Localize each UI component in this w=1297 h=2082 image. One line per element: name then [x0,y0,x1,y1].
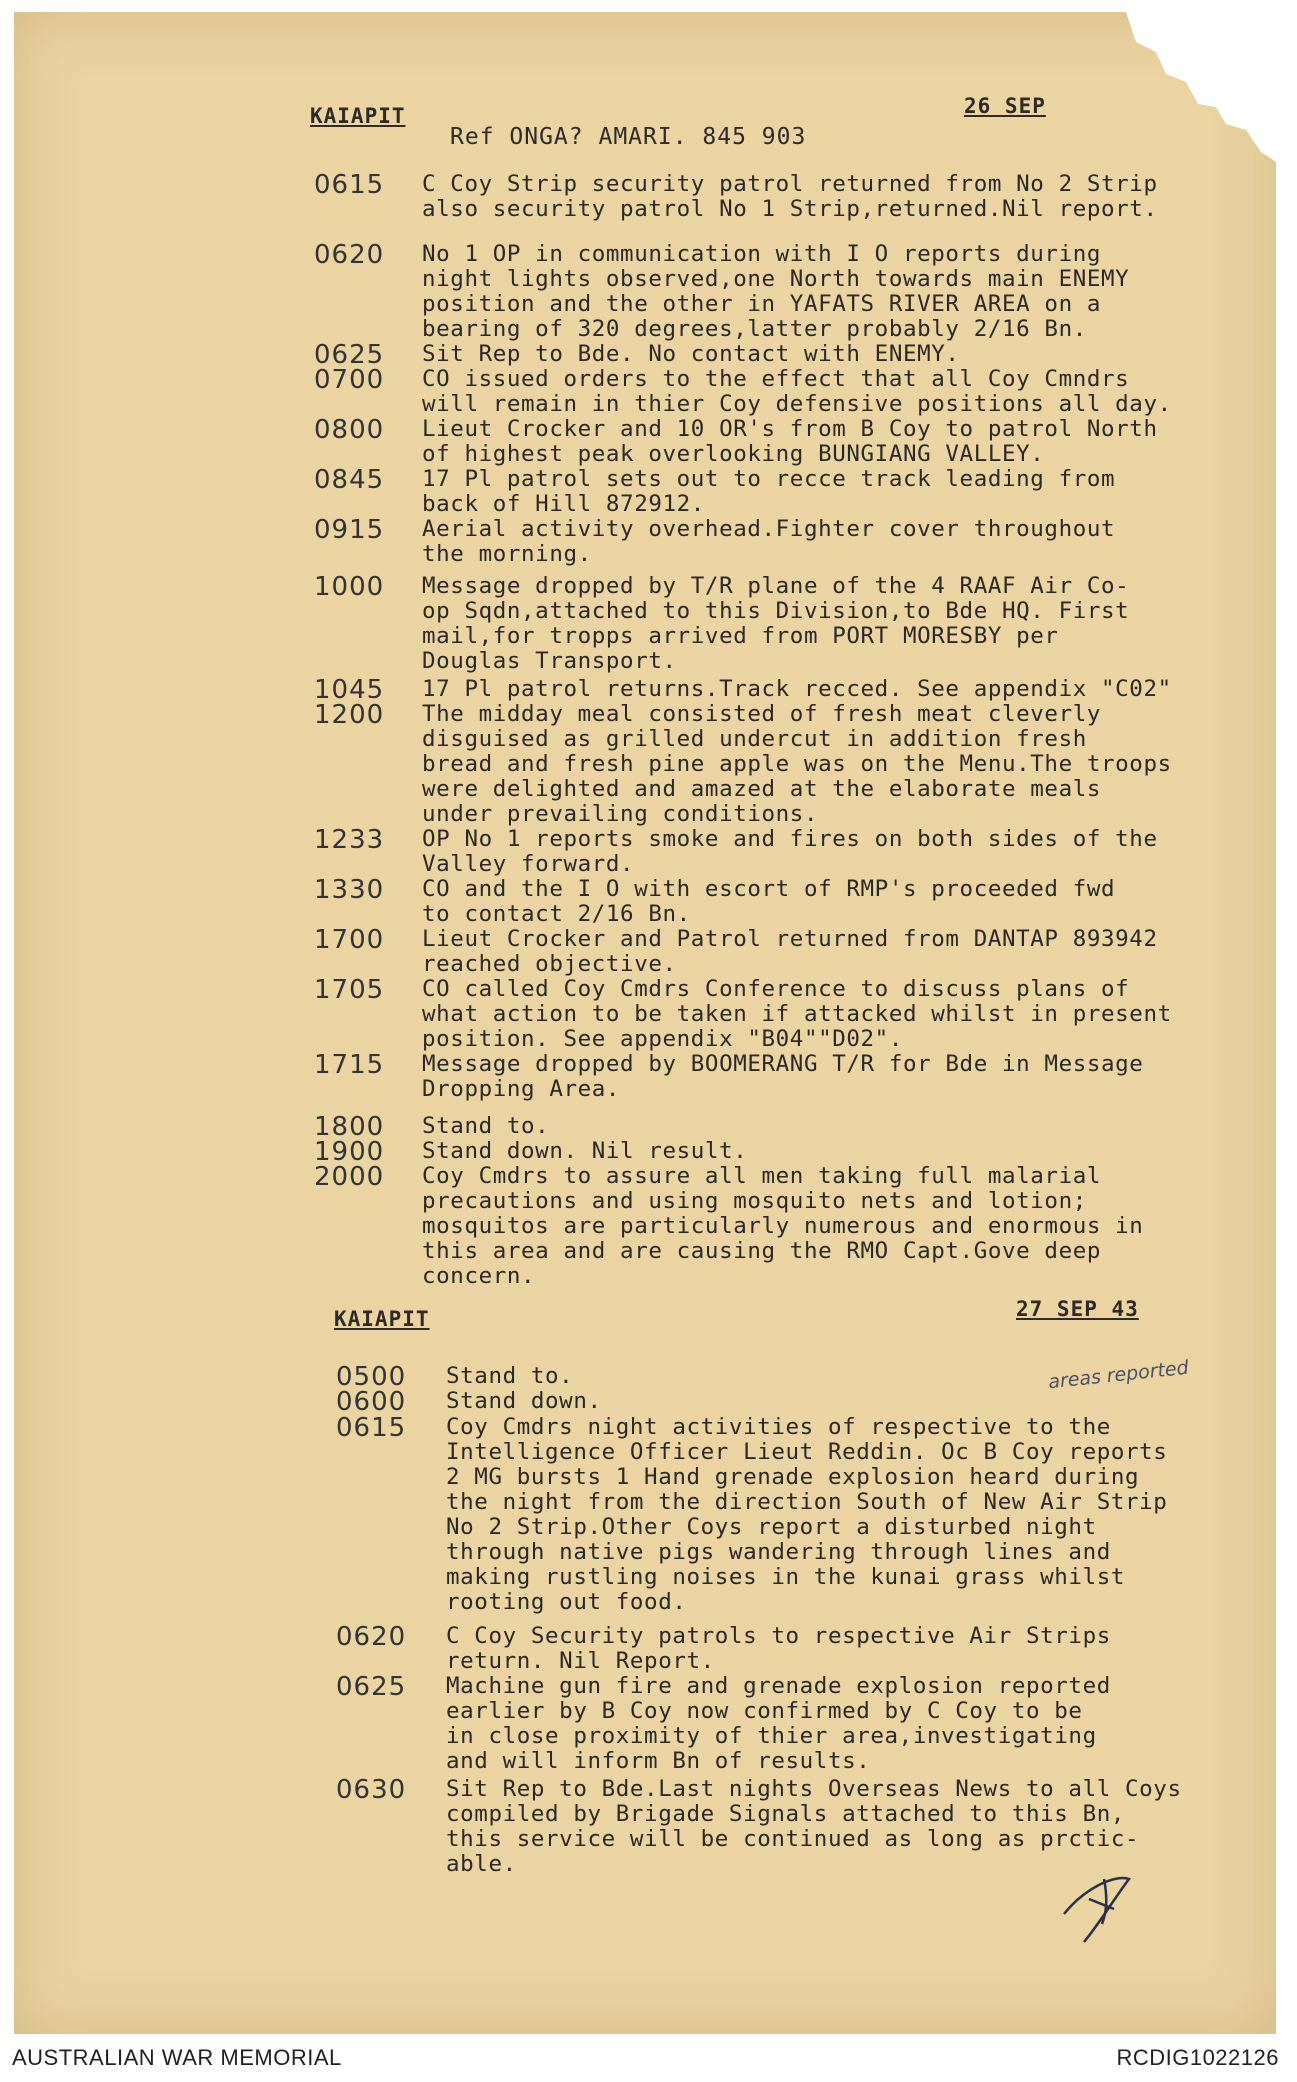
entry-text: The midday meal consisted of fresh meat cleverly disguised as grilled undercut in addition fresh bread and fresh pine apple was on the Menu.The troops were delighted and amazed at the elaborate meals under prevailing conditions. [422,701,1172,827]
entry-time: 1715 [314,1050,385,1080]
entry-text: 17 Pl patrol returns.Track recced. See appendix "C02" [422,676,1172,702]
entry-text: Stand to. [422,1113,550,1139]
entry-time: 0630 [336,1775,407,1805]
footer-source: AUSTRALIAN WAR MEMORIAL [12,2045,342,2070]
section1-date: 26 SEP [964,94,1046,118]
handwritten-annotation: areas reported [1047,1356,1190,1394]
entry-text: CO issued orders to the effect that all Coy Cmndrs will remain in thier Coy defensive positions all day. [422,366,1172,417]
footer-id: RCDIG1022126 [1116,2045,1279,2070]
section1-heading: KAIAPIT [310,104,406,128]
document-page [14,12,1276,2034]
entry-text: Stand down. Nil result. [422,1138,748,1164]
entry-text: Coy Cmdrs night activities of respective to the Intelligence Officer Lieut Reddin. Oc B Coy reports 2 MG bursts 1 Hand grenade explosion heard during the night from the direction South of New Air Strip No 2 Strip.Other Coys report a disturbed night through native pigs wandering through lines and making rustling noises in the kunai grass whilst rooting out food. [446,1414,1168,1615]
reference-line: Ref ONGA? AMARI. 845 903 [450,124,807,150]
entry-text: Machine gun fire and grenade explosion reported earlier by B Coy now confirmed by C Coy to be in close proximity of thier area,investigating and will inform Bn of results. [446,1673,1111,1774]
entry-text: Sit Rep to Bde.Last nights Overseas News to all Coys compiled by Brigade Signals attached to this Bn, this service will be continued as long as prctic- able. [446,1776,1182,1877]
entry-time: 1705 [314,975,385,1005]
entry-text: C Coy Security patrols to respective Air Strips return. Nil Report. [446,1623,1111,1674]
entry-time: 1900 [314,1137,385,1167]
entry-time: 0800 [314,415,385,445]
section2-date: 27 SEP 43 [1016,1297,1139,1321]
entry-time: 0615 [336,1413,407,1443]
entry-text: CO called Coy Cmdrs Conference to discuss plans of what action to be taken if attacked whilst in present position. See appendix "B04""D02". [422,976,1172,1052]
entry-time: 1200 [314,700,385,730]
entry-time: 0500 [336,1362,407,1392]
entry-time: 1800 [314,1112,385,1142]
entry-text: CO and the I O with escort of RMP's proceeded fwd to contact 2/16 Bn. [422,876,1116,927]
entry-time: 0620 [336,1622,407,1652]
entry-time: 1330 [314,875,385,905]
entry-time: 0625 [336,1672,407,1702]
signature-icon [1044,1854,1154,1949]
entry-time: 0600 [336,1387,407,1417]
entry-text: Sit Rep to Bde. No contact with ENEMY. [422,341,960,367]
entry-text: Lieut Crocker and Patrol returned from DANTAP 893942 reached objective. [422,926,1158,977]
entry-text: Message dropped by T/R plane of the 4 RAAF Air Co- op Sqdn,attached to this Division,to Bde HQ. First mail,for tropps arrived from PORT MORESBY per Douglas Transport. [422,573,1130,674]
entry-time: 0625 [314,340,385,370]
entry-time: 0615 [314,170,385,200]
entry-time: 0700 [314,365,385,395]
entry-text: Aerial activity overhead.Fighter cover throughout the morning. [422,516,1116,567]
entry-time: 0620 [314,240,385,270]
entry-text: C Coy Strip security patrol returned from No 2 Strip also security patrol No 1 Strip,returned.Nil report. [422,171,1158,222]
entry-time: 0845 [314,465,385,495]
entry-text: Stand to. [446,1363,574,1389]
entry-text: 17 Pl patrol sets out to recce track leading from back of Hill 872912. [422,466,1116,517]
entry-text: Stand down. [446,1388,602,1414]
entry-text: No 1 OP in communication with I O reports during night lights observed,one North towards main ENEMY position and the other in YAFATS RIVER AREA on a bearing of 320 degrees,latter probably 2/16 Bn. [422,241,1130,342]
entry-text: Lieut Crocker and 10 OR's from B Coy to patrol North of highest peak overlooking BUNGIANG VALLEY. [422,416,1158,467]
entry-time: 1700 [314,925,385,955]
entry-time: 1233 [314,825,385,855]
entry-text: OP No 1 reports smoke and fires on both sides of the Valley forward. [422,826,1158,877]
entry-time: 2000 [314,1162,385,1192]
torn-corner [1126,12,1276,162]
entry-text: Coy Cmdrs to assure all men taking full malarial precautions and using mosquito nets and lotion; mosquitos are particularly numerous and enormous in this area and are causing the RMO Capt.Gove deep concern. [422,1163,1144,1289]
entry-time: 0915 [314,515,385,545]
entry-text: Message dropped by BOOMERANG T/R for Bde in Message Dropping Area. [422,1051,1144,1102]
section2-heading: KAIAPIT [334,1307,430,1331]
entry-time: 1000 [314,572,385,602]
entry-time: 1045 [314,675,385,705]
